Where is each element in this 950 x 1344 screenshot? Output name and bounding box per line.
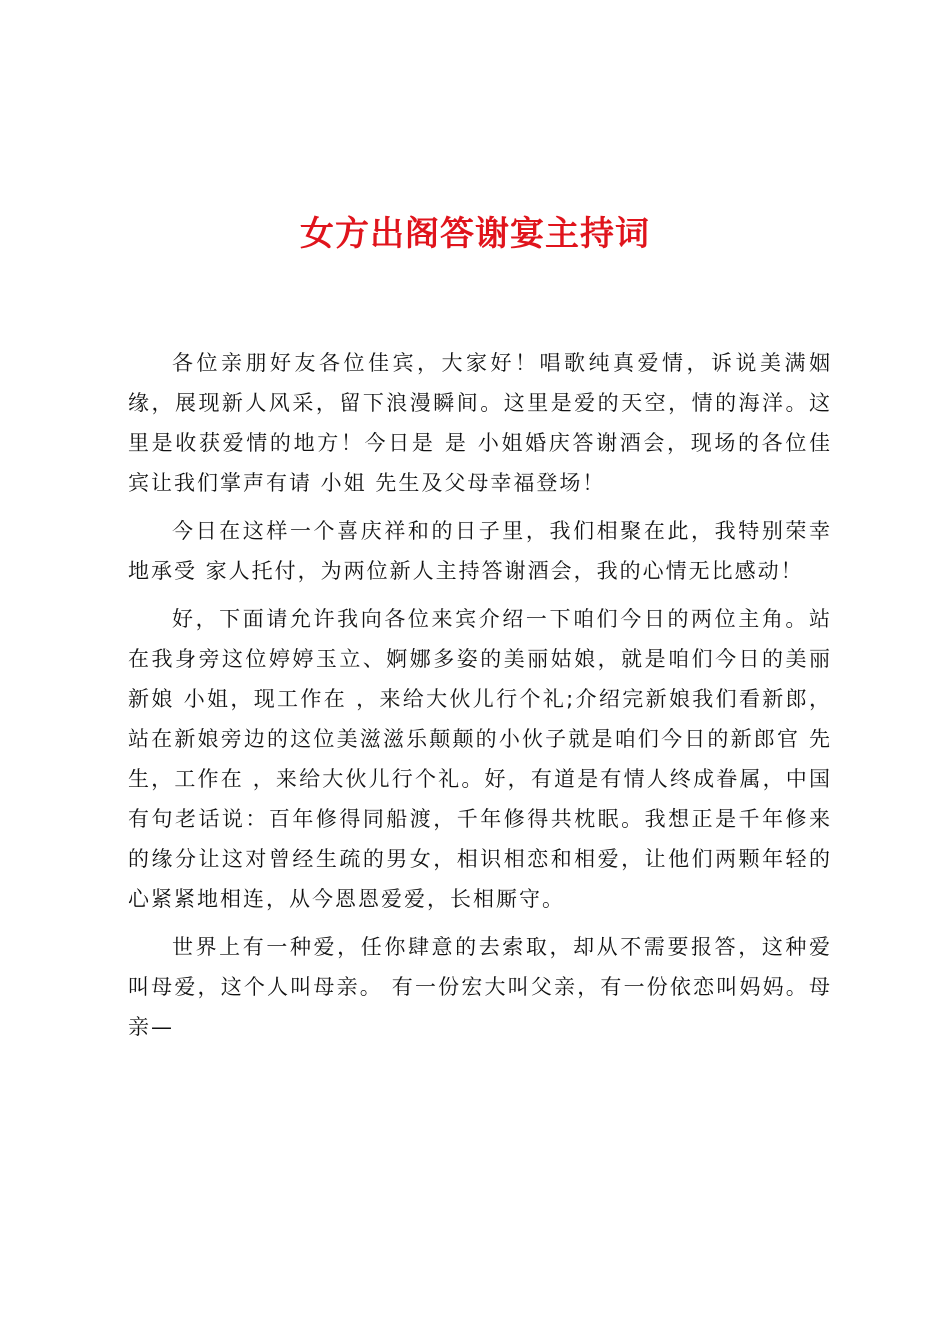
paragraph-2: 今日在这样一个喜庆祥和的日子里，我们相聚在此，我特别荣幸地承受 家人托付，为两位新人主持答谢酒会，我的心情无比感动！ (128, 519, 832, 583)
paragraph-3: 好，下面请允许我向各位来宾介绍一下咱们今日的两位主角。站在我身旁这位婷婷玉立、婀娜多姿的美丽姑娘，就是咱们今日的美丽新娘 小姐，现工作在 ，来给大伙儿行个礼;介绍完新娘我们看新郎，站在新娘旁边的这位美滋滋乐颠颠的小伙子就是咱们今日的新郎官 先生，工作在 ，来给大伙儿行个礼。好，有道是有情人终成眷属，中国有句老话说：百年修得同船渡，千年修得共枕眠。我想正是千年修来的缘分让这对曾经生疏的男女，相识相恋和相爱，让他们两颗年轻的心紧紧地相连，从今恩恩爱爱，长相厮守。 (128, 607, 832, 911)
paragraph-4: 世界上有一种爱，任你肆意的去索取，却从不需要报答，这种爱叫母爱，这个人叫母亲。 有一份宏大叫父亲，有一份依恋叫妈妈。母亲— (128, 935, 832, 1039)
paragraph-1: 各位亲朋好友各位佳宾，大家好！唱歌纯真爱情，诉说美满姻缘，展现新人风采，留下浪漫瞬间。这里是爱的天空，情的海洋。这里是收获爱情的地方！今日是 是 小姐婚庆答谢酒会，现场的各位佳宾让我们掌声有请 小姐 先生及父母幸福登场！ (128, 351, 832, 495)
document-body (128, 343, 832, 1055)
document-title: 女方出阁答谢宴主持词 (300, 214, 650, 254)
